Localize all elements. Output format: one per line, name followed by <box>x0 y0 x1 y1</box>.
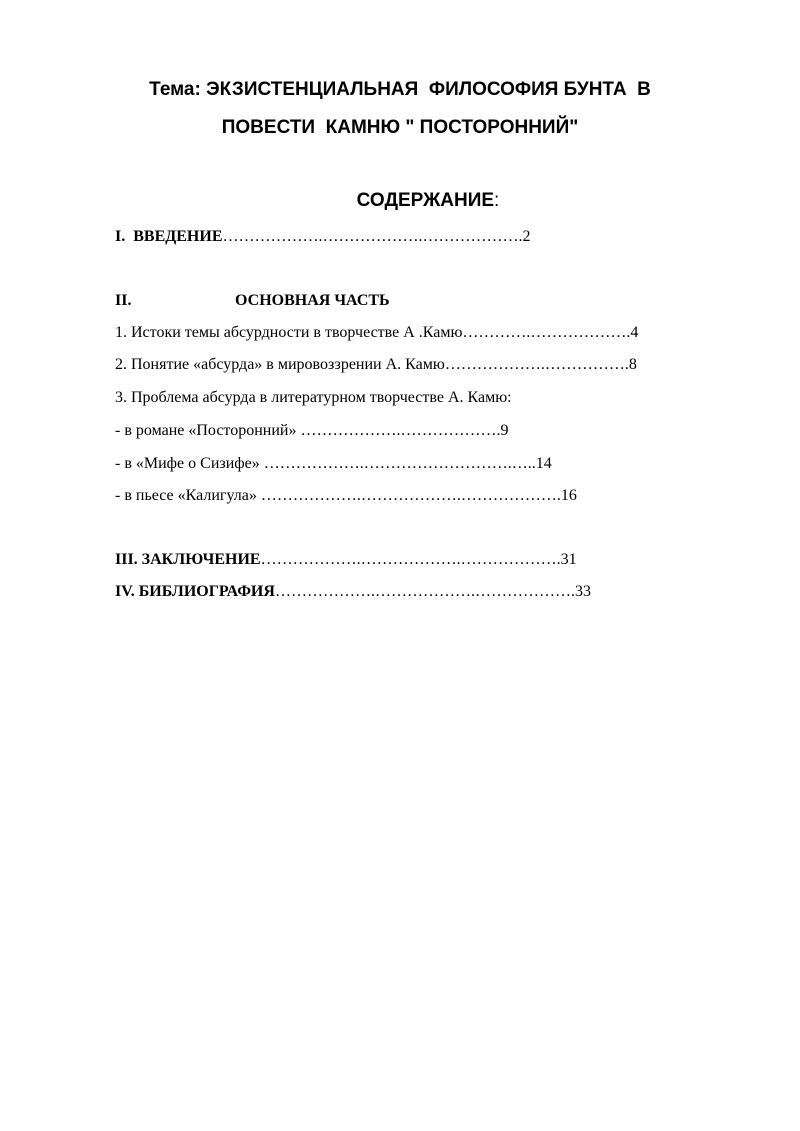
toc-entry-text: - в «Мифе о Сизифе» <box>115 455 264 472</box>
toc-entry-item <box>115 323 638 343</box>
toc-entry-page: 33 <box>574 583 591 600</box>
toc-entry-leader: ………….………………. <box>462 324 631 341</box>
toc-entry-item <box>115 454 552 474</box>
toc-entry-intro <box>115 227 530 247</box>
toc-entry-text: 2. Понятие «абсурда» в мировоззрении А. Камю <box>115 356 445 373</box>
toc-entry-conclusion <box>115 550 577 570</box>
toc-entry-item <box>115 421 508 441</box>
toc-entry-page: 14 <box>535 455 552 472</box>
toc-entry-leader: ……………….……………….………………. <box>222 228 523 245</box>
toc-entry-label: IV. БИБЛИОГРАФИЯ <box>115 583 275 600</box>
toc-entry-page: 16 <box>560 487 577 504</box>
toc-entry-item <box>115 355 637 375</box>
toc-heading-colon: : <box>494 190 500 211</box>
toc-entry-leader: ……………….……………. <box>444 356 629 373</box>
toc-section-number: II. <box>115 292 132 309</box>
toc-entry-leader: ……………….……………….………………. <box>274 583 575 600</box>
toc-entry-text: - в романе «Посторонний» <box>115 422 301 439</box>
toc-heading-text: СОДЕРЖАНИЕ <box>356 190 495 211</box>
toc-entry-leader: ……………….……………….………………. <box>260 487 561 504</box>
toc-entry-label: III. ЗАКЛЮЧЕНИЕ <box>115 551 261 568</box>
toc-entry-item <box>115 388 512 408</box>
toc-entry-text: - в пьесе «Калигула» <box>115 487 261 504</box>
toc-entry-page: 9 <box>500 422 509 439</box>
toc-entry-text: 1. Истоки темы абсурдности в творчестве А .Камю <box>115 324 463 341</box>
toc-section-label: ОСНОВНАЯ ЧАСТЬ <box>235 292 390 309</box>
toc-entry-label: I. ВВЕДЕНИЕ <box>115 228 223 245</box>
toc-entry-leader: ……………….……………….………………. <box>260 551 561 568</box>
toc-heading <box>0 189 800 213</box>
document-title-line-2: ПОВЕСТИ КАМНЮ " ПОСТОРОННИЙ" <box>221 117 579 138</box>
toc-entry-text: 3. Проблема абсурда в литературном творчестве А. Камю: <box>115 389 512 406</box>
toc-entry-page: 4 <box>630 324 639 341</box>
toc-entry-bibliography <box>115 582 591 602</box>
toc-entry-page: 2 <box>522 228 531 245</box>
toc-entry-leader: ……………….………………. <box>300 422 501 439</box>
toc-entry-page: 8 <box>628 356 637 373</box>
toc-entry-item <box>115 486 577 506</box>
document-title-line-1: Тема: ЭКЗИСТЕНЦИАЛЬНАЯ ФИЛОСОФИЯ БУНТА В <box>149 79 651 100</box>
toc-entry-page: 31 <box>560 551 577 568</box>
toc-entry-leader: ……………….……………………….….. <box>263 455 536 472</box>
toc-entry-main-part <box>115 291 390 311</box>
